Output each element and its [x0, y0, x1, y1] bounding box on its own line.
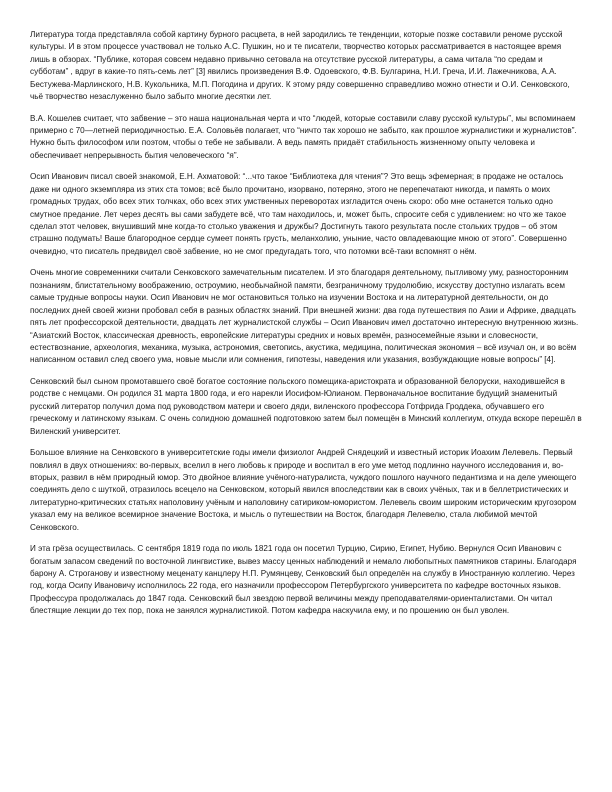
paragraph: Литература тогда представляла собой картину бурного расцвета, в ней зародились те тенденции, которые позже составили реноме русской культуры. И в этом процессе участвовал не только А.С. Пушкин, но и те писатели, творчество которых рассматривается в настоящее время лишь в обзорах. “Публике, которая совсем недавно привычно сетовала на отсутствие русской литературы, а сама читала “по средам и субботам” , вдруг в какие-то пять-семь лет” [3] явились произведения В.Ф. Одоевского, Ф.В. Булгарина, Н.И. Греча, И.И. Лажечникова, А.А. Бестужева-Марлинского, Н.В. Кукольника, М.П. Погодина и других. К этому ряду совершенно справедливо можно отнести и О.И. Сенковского, чьё творчество незаслуженно было забыто многие десятки лет.: [30, 30, 570, 102]
paragraph: Очень многие современники считали Сенковского замечательным писателем. И это благодаря деятельному, пытливому уму, разносторонним познаниям, блистательному воображению, остроумию, необычайной памяти, безграничному трудолюбию, искусству доступно излагать всем самые трудные вопросы науки. Осип Иванович не мог остановиться только на изучении Востока и на литературной деятельности, он до последних дней своей жизни пробовал себя в разных областях знаний. При внешней жизни: два года путешествия по Азии и Африке, двадцать пять лет профессорской деятельности, двадцать лет журналистской службы – Осип Иванович имел достаточно интересную внутреннюю жизнь. “Азиатский Восток, классическая древность, европейские литературы средних и новых времён, разносемейные языки и словесности, естествознание, археология, механика, музыка, астрономия, светопись, акустика, медицина, политическая экономия – всё изучал он, и во всём написанном оставил след своего ума, новые мысли или сомнения, гипотезы, наведения или указания, возбуждающие новые вопросы” [4].: [30, 268, 579, 365]
paragraph: Большое влияние на Сенковского в университетские годы имели физиолог Андрей Снядецкий и известный историк Иоахим Лелевель. Первый повлиял в двух отношениях: во-первых, вселил в него любовь к природе и воспитал в его уме метод подлинно научного исследования и, во-вторых, развил в нём природный юмор. Это двойное влияние учёного-натуралиста, чуждого пошлого научного педантизма и на деле умеющего соединять дело с шуткой, отразилось всецело на Сенковском, который явился впоследствии как в своих учёных, так и в беллетристических и литературно-критических статьях наполовину учёным и наполовину сатириком-юмористом. Лелевель своим широким историческим кругозором указал ему на великое всемирное значение Востока, и мысль о путешествии на Восток, благодаря Лелевелю, стала любимой мечтой Сенковского.: [30, 448, 577, 532]
paragraph: Сенковский был сыном промотавшего своё богатое состояние польского помещика-аристократа и образованной белоруски, находившейся в родстве с немцами. Он родился 31 марта 1800 года, и его нарекли Иосифом-Юлианом. Первоначальное воспитание будущий знаменитый русский литератор получил дома под руководством матери и своего дяди, виленского профессора Готфрида Гроддека, обучавшего его греческому и латинскому языкам. С очень солидною домашней подготовкою затем был помещён в Минский коллегиум, откуда вскоре перешёл в Виленский университет.: [30, 376, 582, 436]
paragraph: В.А. Кошелев считает, что забвение – это наша национальная черта и что “людей, которые составили славу русской культуры”, мы вспоминаем примерно с 70—летней периодичностью. Е.А. Соловьёв полагает, что “ничто так хорошо не забыто, как прошлое журналистики и журналистов”. Нужно быть философом или поэтом, чтобы о тебе не забывали. А ведь память придаёт стабильность жизненному опыту человека и обеспечивает непрерывность бытия человеческого “я”.: [30, 113, 577, 160]
paragraph: Осип Иванович писал своей знакомой, Е.Н. Ахматовой: “...что такое “Библиотека для чтения”? Это вещь эфемерная; в продаже не осталось даже ни одного экземпляра из этих ста томов; всё было прочитано, изорвано, потеряно, этого не перепечатают никогда, и память о моих громадных трудах, обо всех этих толчках, обо всех этих умственных переворотах изгладится очень скоро: обо мне останется только одно смутное предание. Лет через десять вы сами забудете всё, что там находилось, и, может быть, спросите себя с удивлением: но что же такое сделал этот человек, внушивший мне когда-то столько уважения и дружбы? Достигнуть такого результата после стольких трудов – об этом страшно подумать! Ваше благородное сердце сумеет понять грусть, меланхолию, уныние, часто овладевающие мною от этого”. Совершенно очевидно, что писатель предвидел своё забвение, но не смог предугадать того, что потомки всё-таки вспомнят о нём.: [30, 172, 567, 256]
paragraph: И эта грёза осуществилась. С сентября 1819 года по июль 1821 года он посетил Турцию, Сирию, Египет, Нубию. Вернулся Осип Иванович с богатым запасом сведений по восточной лингвистике, вывез массу ценных наблюдений и немало любопытных памятников старины. Благодаря барону А. Строганову и известному меценату канцлеру Н.П. Румянцеву, Сенковский был определён на службу в Иностранную коллегию. Через год, когда Осипу Ивановичу исполнилось 22 года, его назначили профессором Петербургского университета по кафедре восточных языков. Профессура продолжалась до 1847 года. Сенковский был звездою первой величины между преподавателями-ориенталистами. Он читал блестящие лекции до тех пор, пока не занялся журналистикой. Потом кафедра наскучила ему, и по прошению он был уволен.: [30, 544, 577, 616]
document-page: [30, 29, 583, 627]
